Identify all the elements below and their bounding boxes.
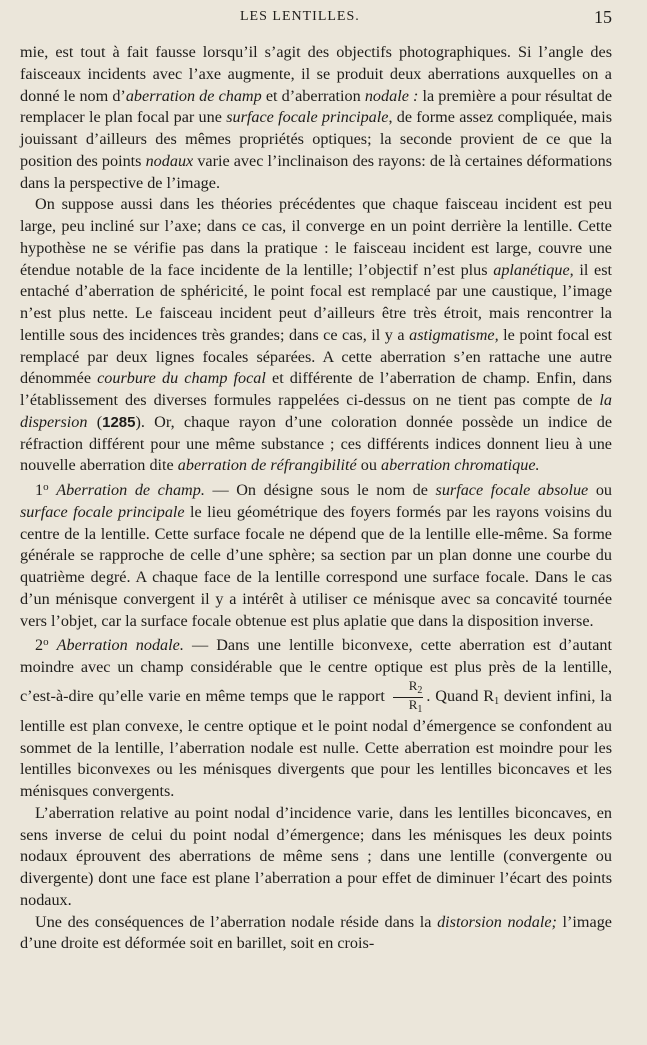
numerator-symbol: R <box>408 677 418 693</box>
section-heading: Aberration nodale. <box>56 636 184 655</box>
text-run: On suppose aussi dans les théories précédentes que chaque faisceau incident est peu large, peu incliné sur l’axe; dans ce cas, il converge en un point derrière la lentille. Cette hypothèse ne se vérifie pas dans la pratique : le faisceau incident est large, couvre une étendue notable de la face incidente de la lentille; l’objectif n’est plus <box>20 195 612 279</box>
paragraph <box>20 803 612 912</box>
body-text <box>20 42 612 955</box>
section-ordinal: o <box>43 481 49 493</box>
section-heading: Aberration de champ. <box>56 481 205 499</box>
paragraph <box>20 194 612 477</box>
paragraph <box>20 912 612 956</box>
fraction-denominator <box>393 698 424 716</box>
italic-term: nodaux <box>145 151 194 170</box>
text-run: le point focal est remplacé par deux lignes focales séparées. A cette aberration s’en rattache une autre dénommée <box>20 325 613 388</box>
text-run: , de forme assez compliquée, mais jouissant d’ailleurs des mêmes propriétés optiques; la seconde provient de ce que la position des points <box>20 108 612 170</box>
text-run: ou <box>356 456 381 475</box>
italic-term: distorsion nodale; <box>437 912 557 931</box>
denominator-subscript: 1 <box>417 703 423 715</box>
italic-term: surface focale absolue <box>435 481 589 499</box>
paragraph-continuation <box>20 42 612 194</box>
text-run: devient infini, la lentille est plan convexe, le centre optique et le point nodal d’émergence se confondent au sommet de la lentille, l’aberration nodale est nulle. Cette aberration est moindre pour les lentilles biconvexes ou les ménisques divergents que pour les lentilles biconcaves et les ménisques convergents. <box>20 686 612 800</box>
running-title: LES LENTILLES. <box>240 9 360 24</box>
text-run: et différente de l’aberration de champ. Enfin, dans l’établissement des diverses formules rappelées ci-dessus on ne tient pas compte de <box>20 369 612 409</box>
text-run: ). Or, chaque rayon d’une coloration donnée possède un indice de réfraction différent pour une même substance ; ces différents indices donnent lieu à une nouvelle aberration dite <box>20 412 613 475</box>
text-run: varie avec l’inclinaison des rayons: de là certaines déformations dans la perspective de l’image. <box>20 151 613 192</box>
cross-reference: 1285 <box>102 413 136 431</box>
text-run: la première a pour résultat de remplacer le plan focal par une <box>20 86 613 127</box>
italic-term: aberration de réfrangibilité <box>177 456 357 475</box>
italic-term: surface focale principale <box>226 108 389 127</box>
italic-term: aberration chromatique. <box>381 456 540 475</box>
ratio-fraction <box>393 679 424 716</box>
section-aberration-de-champ <box>20 477 612 632</box>
text-run: — Dans une lentille biconvexe, cette aberration est d’autant moindre avec un champ considérable que le centre optique est plus près de la lentille, c’est-à-dire qu’elle varie en même temps que le rapport <box>20 636 613 705</box>
text-run: ( <box>87 412 103 431</box>
numerator-subscript: 2 <box>417 684 423 696</box>
page-number: 15 <box>594 7 612 27</box>
text-run: il est entaché d’aberration de sphéricité, le point focal est remplacé par une caustique, l’image n’est plus nette. Le faisceau incident peut d’ailleurs être très étroit, mais rencontrer la lentille sous des incidences très grandes; dans ce cas, il y a <box>20 260 612 344</box>
text-run: Une des conséquences de l’aberration nodale réside dans la <box>35 912 438 931</box>
text-run: ou <box>588 481 613 499</box>
denominator-symbol: R <box>408 696 418 712</box>
text-run: . Quand R <box>426 686 495 705</box>
text-run: l’image d’une droite est déformée soit en barillet, soit en crois- <box>20 912 612 953</box>
text-run: — On désigne sous le nom de <box>204 481 436 499</box>
italic-term: aberration de champ <box>125 86 262 105</box>
text-run: L’aberration relative au point nodal d’incidence varie, dans les lentilles biconcaves, en sens inverse de celui du point nodal d’émergence; dans les ménisques les deux points nodaux éprouvent des aberrations de même sens ; dans une lentille (convergente ou divergente) dont une face est plane l’aberration a pour effet de diminuer l’écart des points nodaux. <box>20 803 612 909</box>
page-header <box>0 8 647 30</box>
subscript: 1 <box>494 695 500 707</box>
section-number: 1 <box>35 481 44 499</box>
section-aberration-nodale <box>20 632 612 803</box>
fraction-numerator <box>393 679 424 698</box>
section-ordinal: o <box>43 636 49 649</box>
section-number: 2 <box>35 636 44 655</box>
text-run: le lieu géométrique des foyers formés par les rayons voisins du centre de la lentille. Cette surface focale ne dépend que de la lentille elle-même. Sa forme générale se rapproche de celle d’une sphère; sa section par un plan donne une courbe du quatrième degré. A chaque face de la lentille correspond une surface focale. Dans le cas d’un ménisque convergent il y a intérêt à utiliser ce ménisque avec sa concavité tournée vers l’objet, car la surface focale obtenue est plus aplatie que dans la disposition inverse. <box>20 502 612 630</box>
italic-term: courbure du champ focal <box>97 369 266 388</box>
italic-term: surface focale principale <box>20 502 185 521</box>
italic-term: astigmatisme, <box>409 325 499 344</box>
italic-term: la dispersion <box>20 391 612 431</box>
text-run: mie, est tout à fait fausse lorsqu’il s’agit des objectifs photographiques. Si l’angle des faisceaux incidents avec l’axe augmente, il se produit deux aberrations auxquelles on a donné le nom d’ <box>20 43 612 105</box>
italic-term: nodale : <box>364 86 419 105</box>
text-run: et d’aberration <box>261 86 365 105</box>
italic-term: aplanétique, <box>493 260 574 279</box>
